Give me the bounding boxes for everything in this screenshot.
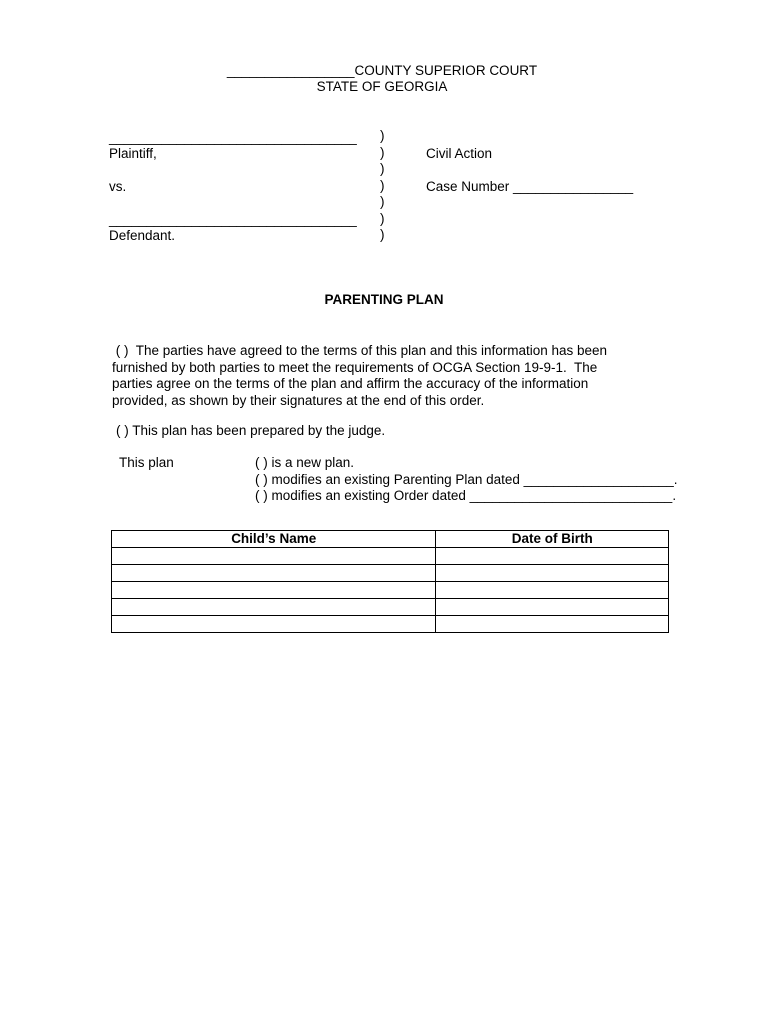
caption-paren: ) — [380, 177, 385, 193]
table-row — [112, 616, 669, 633]
state-line: STATE OF GEORGIA — [316, 79, 448, 94]
date-of-birth-header: Date of Birth — [436, 531, 669, 548]
child-dob-cell[interactable] — [436, 582, 669, 599]
table-row — [112, 565, 669, 582]
agreement-line[interactable]: ( ) The parties have agreed to the terms of this plan and this information has been — [112, 343, 608, 358]
child-name-cell[interactable] — [112, 616, 436, 633]
caption-paren: ) — [380, 144, 385, 160]
case-number-field[interactable]: Case Number ________________ — [426, 179, 634, 194]
table-row — [112, 599, 669, 616]
agreement-line: provided, as shown by their signatures at the end of this order. — [112, 392, 485, 408]
agreement-line: furnished by both parties to meet the requirements of OCGA Section 19-9-1. The — [112, 359, 598, 375]
child-name-cell[interactable] — [112, 548, 436, 565]
children-table-header — [112, 531, 669, 548]
child-name-cell[interactable] — [112, 582, 436, 599]
child-dob-cell[interactable] — [436, 599, 669, 616]
children-table — [111, 530, 669, 633]
defendant-label: Defendant. — [109, 228, 176, 243]
court-header — [0, 0, 770, 94]
judge-prepared-option[interactable]: ( ) This plan has been prepared by the judge. — [116, 423, 386, 438]
plan-option-modifies-plan[interactable]: ( ) modifies an existing Parenting Plan dated ____________________. — [255, 471, 678, 487]
plaintiff-label: Plaintiff, — [109, 146, 157, 161]
child-dob-cell[interactable] — [436, 548, 669, 565]
child-name-cell[interactable] — [112, 599, 436, 616]
child-name-cell[interactable] — [112, 565, 436, 582]
civil-action-label: Civil Action — [426, 146, 493, 161]
plan-option-modifies-order[interactable]: ( ) modifies an existing Order dated ___________________________. — [255, 488, 677, 503]
caption-divider-parens — [380, 128, 392, 244]
plan-type-label: This plan — [119, 455, 174, 470]
childs-name-header: Child’s Name — [112, 531, 436, 548]
table-row — [112, 548, 669, 565]
versus-label: vs. — [109, 179, 127, 194]
table-row — [112, 582, 669, 599]
court-name-line: _________________COUNTY SUPERIOR COURT — [226, 63, 538, 78]
plan-option-new[interactable]: ( ) is a new plan. — [255, 455, 355, 470]
child-dob-cell[interactable] — [436, 565, 669, 582]
agreement-paragraph — [112, 343, 672, 409]
caption-paren: ) — [380, 194, 385, 209]
caption-paren: ) — [380, 161, 385, 176]
caption-paren: ) — [380, 128, 385, 143]
caption-paren: ) — [380, 227, 385, 242]
caption-paren: ) — [380, 210, 385, 226]
plaintiff-name-blank[interactable]: _________________________________ — [109, 130, 357, 145]
child-dob-cell[interactable] — [436, 616, 669, 633]
defendant-name-blank[interactable]: _________________________________ — [109, 212, 357, 227]
plan-type-options — [255, 455, 678, 505]
document-title: PARENTING PLAN — [324, 292, 444, 307]
agreement-line: parties agree on the terms of the plan and affirm the accuracy of the information — [112, 376, 589, 391]
